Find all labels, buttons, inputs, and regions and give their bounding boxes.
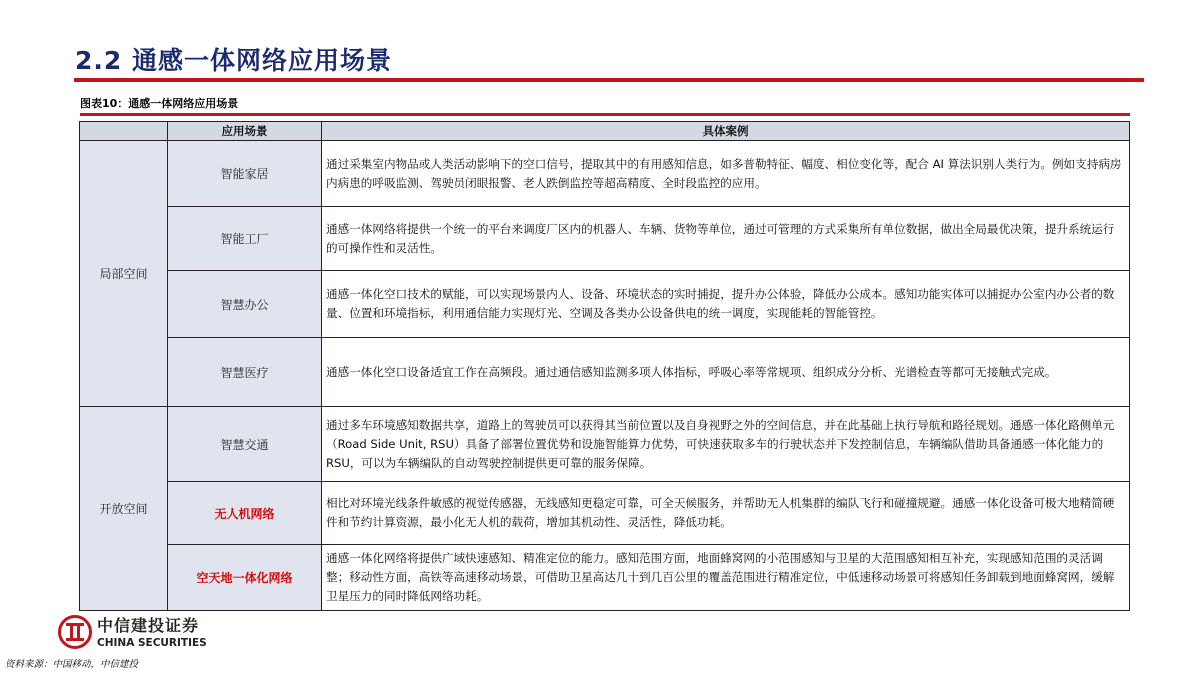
- case-description: 通感一体化空口技术的赋能，可以实现场景内人、设备、环境状态的实时捕捉，提升办公体验，降低办公成本。感知功能实体可以捕捉办公室内办公者的数量、位置和环境指标，利用通信能力实现灯光、空调及各类办公设备供电的统一调度，实现能耗的智能管控。: [322, 271, 1130, 338]
- scenario-uav-network: 无人机网络: [168, 482, 322, 545]
- scenario-table: [79, 121, 1130, 611]
- scenario-smart-home: 智能家居: [168, 141, 322, 207]
- table-row: [80, 407, 1130, 482]
- case-description: 通感一体网络将提供一个统一的平台来调度厂区内的机器人、车辆、货物等单位，通过可管理的方式采集所有单位数据，做出全局最优决策，提升系统运行的可操作性和灵活性。: [322, 207, 1130, 271]
- scenario-smart-traffic: 智慧交通: [168, 407, 322, 482]
- table-header-row: [80, 122, 1130, 141]
- scenario-smart-factory: 智能工厂: [168, 207, 322, 271]
- source-note: 资料来源：中国移动，中信建投: [5, 659, 139, 670]
- case-description: 通过多车环境感知数据共享，道路上的驾驶员可以获得其当前位置以及自身视野之外的空间信息，并在此基础上执行导航和路径规划。通感一体化路侧单元（Road Side Unit, RSU）具备了部署位置优势和设施智能算力优势，可快速获取多车的行驶状态并下发控制信息，车辆编队借助具备通感一体化能力的RSU，可以为车辆编队的自动驾驶控制提供更可靠的服务保障。: [322, 407, 1130, 482]
- table-row: [80, 545, 1130, 611]
- table-row: [80, 207, 1130, 271]
- scenario-smart-office: 智慧办公: [168, 271, 322, 338]
- scenario-smart-medical: 智慧医疗: [168, 338, 322, 407]
- header-region: [80, 122, 168, 141]
- header-case: 具体案例: [322, 122, 1130, 141]
- caption-divider: [80, 113, 1130, 116]
- logo-name-en: CHINA SECURITIES: [97, 637, 207, 649]
- company-logo: [57, 612, 263, 654]
- table-row: [80, 141, 1130, 207]
- table-row: [80, 482, 1130, 545]
- page-title: 2.2 通感一体网络应用场景: [75, 46, 392, 75]
- header-scenario: 应用场景: [168, 122, 322, 141]
- region-cell-local: 局部空间: [80, 141, 168, 407]
- table-row: [80, 271, 1130, 338]
- case-description: 通感一体化空口设备适宜工作在高频段。通过通信感知监测多项人体指标，呼吸心率等常规项、组织成分分析、光谱检查等都可无接触式完成。: [322, 338, 1130, 407]
- region-cell-open: 开放空间: [80, 407, 168, 611]
- table-row: [80, 338, 1130, 407]
- case-description: 通过采集室内物品或人类活动影响下的空口信号，提取其中的有用感知信息，如多普勒特征、幅度、相位变化等，配合 AI 算法识别人类行为。例如支持病房内病患的呼吸监测、驾驶员闭眼报警、老人跌倒监控等超高精度、全时段监控的应用。: [322, 141, 1130, 207]
- title-divider: [74, 78, 1144, 82]
- citic-emblem-icon: [57, 614, 93, 650]
- case-description: 相比对环境光线条件敏感的视觉传感器，无线感知更稳定可靠，可全天候服务，并帮助无人机集群的编队飞行和碰撞规避。通感一体化设备可极大地精简硬件和节约计算资源，最小化无人机的载荷，增加其机动性、灵活性，降低功耗。: [322, 482, 1130, 545]
- figure-caption: 图表10：通感一体网络应用场景: [80, 97, 239, 110]
- scenario-space-air-ground-network: 空天地一体化网络: [168, 545, 322, 611]
- case-description: 通感一体化网络将提供广域快速感知、精准定位的能力。感知范围方面，地面蜂窝网的小范围感知与卫星的大范围感知相互补充，实现感知范围的灵活调整；移动性方面，高铁等高速移动场景，可借助卫星高达几十到几百公里的覆盖范围进行精准定位，中低速移动场景可将感知任务卸载到地面蜂窝网，缓解卫星压力的同时降低网络功耗。: [322, 545, 1130, 611]
- logo-name-cn: 中信建投证券: [97, 616, 200, 635]
